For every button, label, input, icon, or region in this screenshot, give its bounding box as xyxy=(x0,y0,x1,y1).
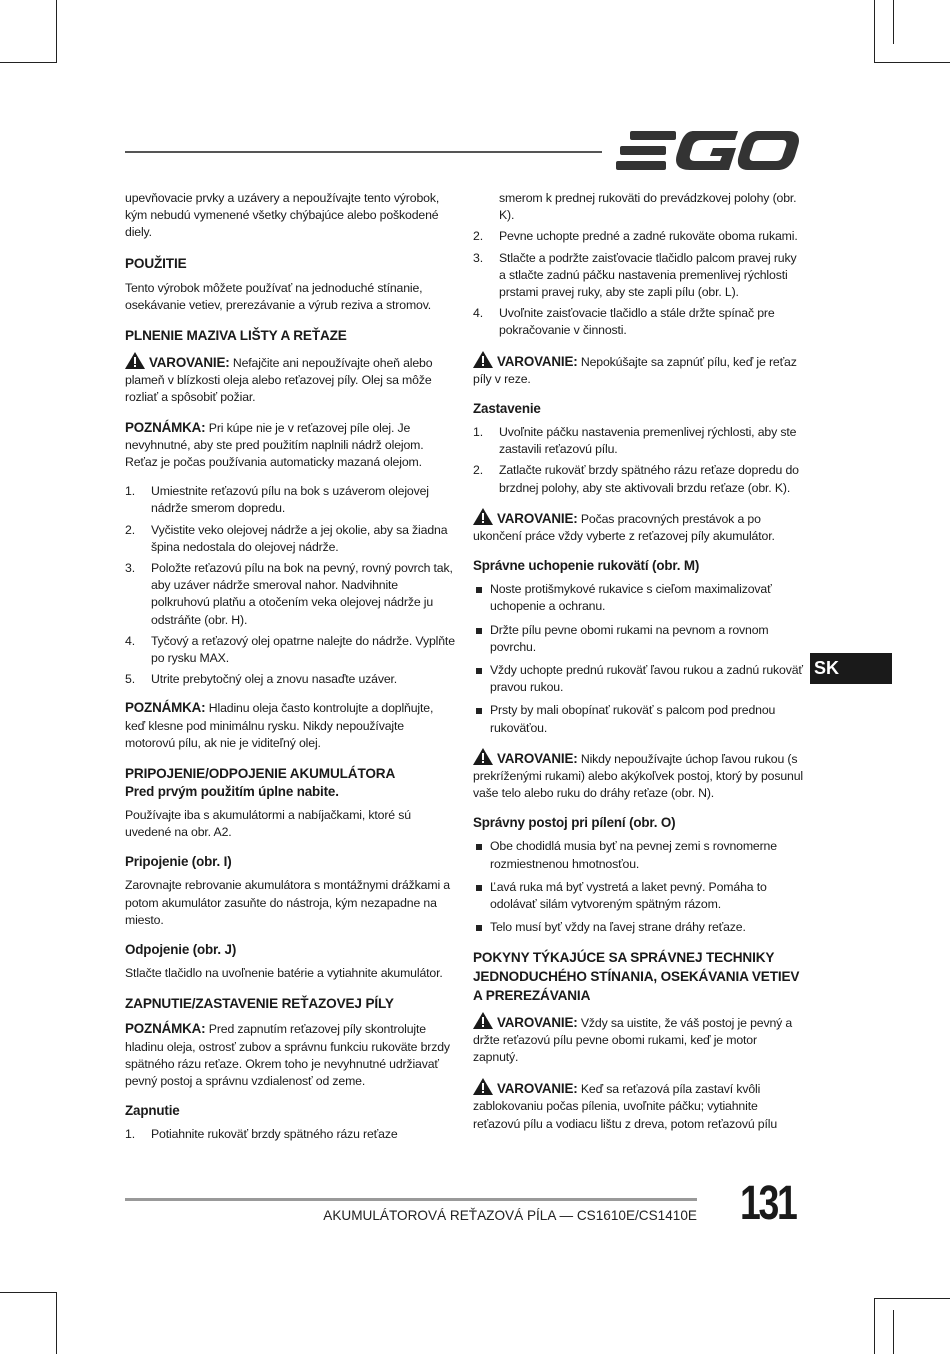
list-item-text: Vždy uchopte prednú rukoväť ľavou rukou a zadnú rukoväť pravou rukou. xyxy=(490,663,803,695)
warning-text: Počas pracovných prestávok a po ukončení práce vždy vyberte z reťazovej píly akumulátor. xyxy=(473,511,775,544)
crop-mark xyxy=(874,1298,950,1299)
subheading-stance: Správny postoj pri pílení (obr. O) xyxy=(473,815,676,831)
list-item xyxy=(473,622,803,656)
list-item xyxy=(125,1126,455,1143)
section-heading-usage: POUŽITIE xyxy=(125,255,187,271)
battery-paragraph: Používajte iba s akumulátormi a nabíjačkami, ktoré sú uvedené na obr. A2. xyxy=(125,808,411,840)
crop-mark xyxy=(0,62,57,63)
step-number: 4. xyxy=(125,633,135,648)
crop-mark xyxy=(874,1298,875,1354)
note-block xyxy=(125,1020,455,1090)
step-number: 4. xyxy=(473,306,483,321)
right-column xyxy=(473,190,803,1145)
warning-label: VAROVANIE: xyxy=(497,353,578,369)
ego-logo xyxy=(616,129,800,173)
usage-paragraph: Tento výrobok môžete používať na jednoduché stínanie, osekávanie vetiev, prerezávanie a výrub reziva a stromov. xyxy=(125,280,432,312)
list-item-text: Obe chodidlá musia byť na pevnej zemi s rovnomerne rozmiestnenou hmotnosťou. xyxy=(490,839,777,871)
list-item xyxy=(125,483,455,517)
header-rule xyxy=(125,151,602,153)
list-item-text: Držte pílu pevne obomi rukami na pevnom a rovnom povrchu. xyxy=(490,622,769,654)
step-text: Vyčistite veko olejovej nádrže a jej okolie, aby sa žiadna špina nedostala do olejovej nádrže. xyxy=(151,522,448,554)
step-number: 5. xyxy=(125,672,135,687)
footer-rule xyxy=(125,1198,697,1201)
warning-triangle-icon xyxy=(473,1078,493,1095)
step-text: Tyčový a reťazový olej opatrne nalejte do nádrže. Vyplňte po rysku MAX. xyxy=(151,633,455,666)
bullet-square-icon xyxy=(476,628,482,634)
warning-block xyxy=(125,352,455,407)
list-item-text: Noste protišmykové rukavice s cieľom maximalizovať uchopenie a ochranu. xyxy=(490,582,772,614)
section-heading-battery: PRIPOJENIE/ODPOJENIE AKUMULÁTORA xyxy=(125,766,396,782)
subheading-stop: Zastavenie xyxy=(473,401,541,417)
note-text: Pri kúpe nie je v reťazovej píle olej. Je nevyhnutné, aby ste pred použitím naplnili nádrž olejom. Reťaz je počas používania automaticky mazaná olejom. xyxy=(125,420,424,470)
grip-list xyxy=(473,581,803,737)
note-block xyxy=(125,699,455,752)
warning-label: VAROVANIE: xyxy=(497,1014,578,1030)
step-text: Utrite prebytočný olej a znovu nasaďte uzáver. xyxy=(151,672,398,687)
crop-mark xyxy=(56,0,57,62)
warning-label: VAROVANIE: xyxy=(149,355,230,371)
list-item xyxy=(125,522,455,556)
start-steps-list xyxy=(125,1126,455,1143)
list-item-text: Telo musí byť vždy na ľavej strane dráhy reťaze. xyxy=(490,920,746,935)
warning-triangle-icon xyxy=(473,1012,493,1029)
warning-text: Vždy sa uistite, že váš postoj je pevný a držte reťazovú pílu pevne obomi rukami, keď je motor zapnutý. xyxy=(473,1015,793,1064)
list-item xyxy=(473,838,803,872)
stop-steps-list xyxy=(473,424,803,497)
warning-block xyxy=(473,1078,803,1133)
crop-mark xyxy=(56,1292,57,1354)
subheading-start: Zapnutie xyxy=(125,1103,180,1119)
list-item xyxy=(473,424,803,458)
list-item xyxy=(473,919,803,936)
footer-title: AKUMULÁTOROVÁ REŤAZOVÁ PÍLA — CS1610E/CS1410E xyxy=(323,1208,697,1223)
battery-subheading: Pred prvým použitím úplne nabite. xyxy=(125,784,339,800)
crop-mark xyxy=(893,0,894,44)
left-column xyxy=(125,190,455,1154)
step-text: Umiestnite reťazovú pílu na bok s uzáverom olejovej nádrže smerom dopredu. xyxy=(151,484,429,516)
list-item xyxy=(473,879,803,913)
start-steps-list-continued xyxy=(473,228,803,339)
list-item xyxy=(473,581,803,615)
bullet-square-icon xyxy=(476,844,482,850)
step-number: 1. xyxy=(125,1127,135,1142)
subheading-grip: Správne uchopenie rukovätí (obr. M) xyxy=(473,558,700,574)
list-item-text: Ľavá ruka má byť vystretá a laket pevný. Pomáha to odolávať silám vytvoreným spätným rázom. xyxy=(490,879,767,912)
list-item xyxy=(473,305,803,339)
note-text: Hladinu oleja často kontrolujte a doplňujte, keď klesne pod minimálnu rysku. Nikdy nepoužívajte motorovú pílu, ak nie je viditeľný olej. xyxy=(125,701,434,750)
step-number: 2. xyxy=(473,463,483,478)
note-label: POZNÁMKA: xyxy=(125,1021,206,1037)
warning-block xyxy=(473,351,803,388)
list-item xyxy=(125,671,455,688)
fill-steps-list xyxy=(125,483,455,688)
step-number: 1. xyxy=(125,484,135,499)
step-text: Stlačte a podržte zaisťovacie tlačidlo palcom pravej ruky a stlačte zadnú páčku nastavenia premenlivej rýchlosti prstami pravej ruky, aby ste zapli pílu (obr. L). xyxy=(499,250,797,300)
list-item xyxy=(125,633,455,667)
warning-triangle-icon xyxy=(473,508,493,525)
step-number: 2. xyxy=(473,229,483,244)
bullet-square-icon xyxy=(476,925,482,931)
list-item xyxy=(473,228,803,245)
warning-label: VAROVANIE: xyxy=(497,510,578,526)
bullet-square-icon xyxy=(476,587,482,593)
warning-block xyxy=(473,1012,803,1067)
step-number: 2. xyxy=(125,522,135,537)
crop-mark xyxy=(874,62,950,63)
step-text: Uvoľnite zaisťovacie tlačidlo a stále držte spínač pre pokračovanie v činnosti. xyxy=(499,306,775,338)
warning-triangle-icon xyxy=(473,351,493,368)
page-number: 131 xyxy=(740,1177,796,1230)
section-heading-onoff: ZAPNUTIE/ZASTAVENIE REŤAZOVEJ PÍLY xyxy=(125,996,394,1012)
step-number: 3. xyxy=(125,561,135,576)
warning-triangle-icon xyxy=(473,748,493,765)
warning-triangle-icon xyxy=(125,352,145,369)
list-item xyxy=(473,662,803,696)
warning-label: VAROVANIE: xyxy=(497,1081,578,1097)
list-item xyxy=(473,462,803,496)
crop-mark xyxy=(893,1310,894,1354)
warning-text: Keď sa reťazová píla zastaví kvôli zablokovaniu počas pílenia, uvoľnite páčku; vytiahnite reťazovú pílu a vodiacu lištu z dreva, potom reťazovú pílu xyxy=(473,1082,778,1131)
detach-paragraph: Stlačte tlačidlo na uvoľnenie batérie a vytiahnite akumulátor. xyxy=(125,966,443,981)
subheading-detach: Odpojenie (obr. J) xyxy=(125,942,237,958)
note-text: Pred zapnutím reťazovej píly skontrolujte hladinu oleja, ostrosť zubov a správnu funkciu rukoväte brzdy spätného rázu reťaze. Okrem toho je nevyhnutné udržiavať pevný postoj a správnu vzdialenosť od zeme. xyxy=(125,1022,450,1088)
step-text: Položte reťazovú pílu na bok na pevný, rovný povrch tak, aby uzáver nádrže smeroval nahor. Nadvihnite polkruhovú platňu a otočením veka olejovej nádrže ju odstráňte (obr. H). xyxy=(151,561,453,627)
list-item xyxy=(125,560,455,629)
subheading-attach: Pripojenie (obr. I) xyxy=(125,854,232,870)
warning-text: Nefajčite ani nepoužívajte oheň alebo plameň v blízkosti oleja alebo reťazovej píly. Olej sa môže rozliať a spôsobiť požiar. xyxy=(125,356,433,405)
note-label: POZNÁMKA: xyxy=(125,700,206,716)
warning-text: Nepokúšajte sa zapnúť pílu, keď je reťaz píly v reze. xyxy=(473,354,797,386)
list-item xyxy=(473,250,803,302)
bullet-square-icon xyxy=(476,668,482,674)
step-text: Pevne uchopte predné a zadné rukoväte oboma rukami. xyxy=(499,229,798,244)
list-item xyxy=(473,702,803,736)
section-heading-fill: PLNENIE MAZIVA LIŠTY A REŤAZE xyxy=(125,328,347,344)
note-label: POZNÁMKA: xyxy=(125,419,206,435)
step-number: 3. xyxy=(473,250,483,265)
language-tab: SK xyxy=(810,653,892,684)
attach-paragraph: Zarovnajte rebrovanie akumulátora s montážnymi drážkami a potom akumulátor zasuňte do nástroja, kým nezapadne na miesto. xyxy=(125,878,450,927)
stance-list xyxy=(473,838,803,936)
list-item-text: Prsty by mali obopínať rukoväť s palcom pod prednou rukoväťou. xyxy=(490,703,776,735)
warning-text: Nikdy nepoužívajte úchop ľavou rukou (s prekríženými rukami) alebo akýkoľvek postoj, ktorý by posunul vaše telo alebo ruku do dráhy reťaze (obr. N). xyxy=(473,751,804,801)
warning-block xyxy=(473,508,803,545)
warning-label: VAROVANIE: xyxy=(497,750,578,766)
step-continuation: smerom k prednej rukoväti do prevádzkovej polohy (obr. K). xyxy=(499,191,797,223)
intro-paragraph: upevňovacie prvky a uzávery a nepoužívajte tento výrobok, kým nebudú vymenené všetky chýbajúce alebo poškodené diely. xyxy=(125,191,440,240)
step-text: Zatlačte rukoväť brzdy spätného rázu reťaze dopredu do brzdnej polohy, aby ste aktivovali brzdu reťaze (obr. K). xyxy=(499,463,799,495)
crop-mark xyxy=(874,0,875,62)
step-text: Uvoľnite páčku nastavenia premenlivej rýchlosti, aby ste zastavili reťazovú pílu. xyxy=(499,425,797,457)
step-number: 1. xyxy=(473,425,483,440)
section-heading-technique: POKYNY TÝKAJÚCE SA SPRÁVNEJ TECHNIKY JEDNODUCHÉHO STÍNANIA, OSEKÁVANIA VETIEV A PREREZÁVANIA xyxy=(473,949,800,1003)
warning-block xyxy=(473,748,803,803)
bullet-square-icon xyxy=(476,885,482,891)
bullet-square-icon xyxy=(476,708,482,714)
crop-mark xyxy=(0,1292,57,1293)
note-block xyxy=(125,419,455,472)
step-text: Potiahnite rukoväť brzdy spätného rázu reťaze xyxy=(151,1127,398,1142)
